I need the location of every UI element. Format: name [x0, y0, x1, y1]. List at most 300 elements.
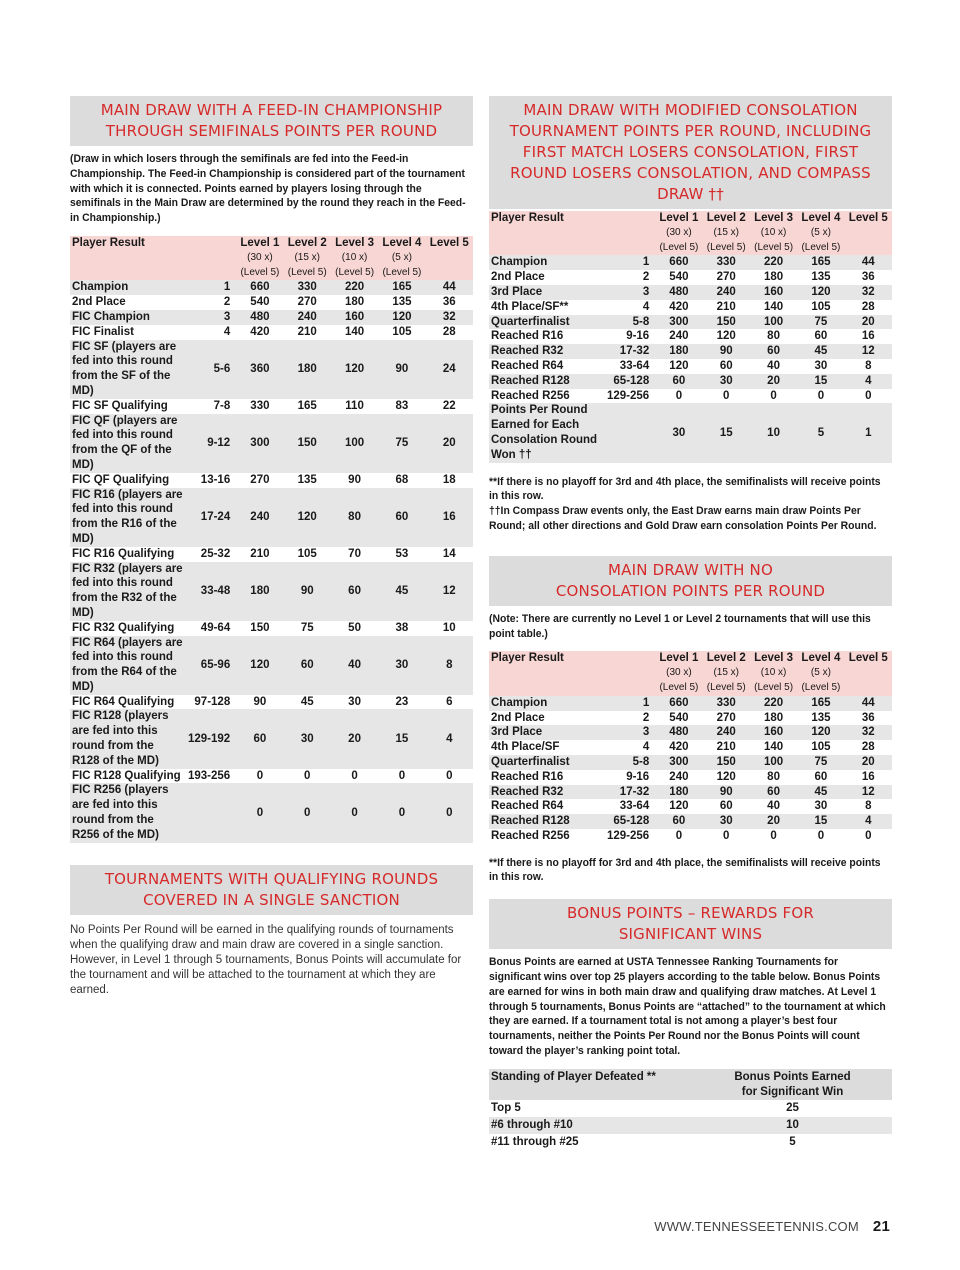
col-level-2: Level 2 (15 x) (Level 5) — [284, 236, 331, 280]
row-level-2: 0 — [284, 783, 331, 842]
table-row — [489, 389, 892, 404]
row-level-3: 20 — [750, 374, 797, 389]
row-result: Reached R64 — [491, 359, 564, 372]
row-level-3: 120 — [331, 340, 378, 399]
row-level-1: 0 — [675, 829, 683, 842]
row-level-5: 0 — [446, 769, 453, 782]
row-level-1: 480 — [236, 310, 283, 325]
row-level-4: 105 — [811, 300, 831, 313]
row-result: 2nd Place — [491, 271, 545, 284]
row-level-3: 70 — [348, 547, 361, 560]
table-row — [489, 285, 892, 300]
row-level-3: 220 — [750, 255, 797, 270]
row-level-1: 60 — [655, 374, 702, 389]
row-level-3: 100 — [750, 315, 797, 330]
row-level-1: 30 — [655, 403, 702, 462]
col-range — [186, 236, 236, 280]
row-level-1: 420 — [250, 325, 270, 338]
row-level-5: 36 — [861, 711, 875, 724]
row-level-4: 30 — [814, 800, 828, 813]
row-level-5: 32 — [845, 285, 892, 300]
modified-consolation-rows — [489, 255, 892, 462]
row-level-1: 360 — [236, 340, 283, 399]
row-range: 65-96 — [186, 636, 236, 695]
row-level-5: 36 — [861, 271, 875, 284]
row-level-2: 15 — [703, 403, 750, 462]
row-range: 129-256 — [607, 389, 650, 402]
row-level-4: 135 — [811, 271, 831, 284]
row-result: Reached R16 — [491, 330, 564, 343]
row-level-3: 160 — [331, 310, 378, 325]
table-row — [489, 315, 892, 330]
row-range: 3 — [605, 285, 655, 300]
table-row — [489, 696, 892, 711]
row-level-1: 480 — [655, 725, 702, 740]
row-range — [605, 403, 655, 462]
row-level-5: 16 — [861, 770, 875, 783]
row-level-4: 165 — [797, 255, 844, 270]
row-result: FIC R16 (players are fed into this round from the R16 of the MD) — [70, 488, 186, 547]
row-level-5: 12 — [845, 344, 892, 359]
row-range: 49-64 — [200, 621, 231, 634]
row-level-4: 53 — [395, 547, 409, 560]
table-row: Top 5 25 — [491, 1102, 799, 1115]
row-level-4: 23 — [395, 695, 409, 708]
table-row — [489, 725, 892, 740]
row-level-4: 105 — [811, 741, 831, 754]
row-level-2: 150 — [284, 414, 331, 473]
row-level-2: 120 — [716, 330, 736, 343]
row-result: FIC R128 Qualifying — [72, 769, 181, 782]
col-player-result: Player Result — [70, 236, 186, 280]
row-result: Champion — [70, 280, 186, 295]
row-range: 9-16 — [626, 330, 650, 343]
row-range: 25-32 — [200, 547, 231, 560]
col-level-1: Level 1 (30 x) (Level 5) — [236, 236, 283, 280]
row-level-3: 60 — [331, 562, 378, 621]
row-range: 129-192 — [186, 709, 236, 768]
row-result: Reached R64 — [491, 800, 564, 813]
row-result: FIC SF Qualifying — [72, 399, 168, 412]
table-row: #6 through #10 10 — [489, 1117, 892, 1134]
row-range: 33-48 — [186, 562, 236, 621]
row-result: FIC R64 Qualifying — [72, 695, 175, 708]
no-consolation-title-line2: CONSOLATION POINTS PER ROUND — [555, 581, 826, 600]
row-range: 4 — [642, 741, 650, 754]
row-range: 193-256 — [188, 769, 231, 782]
table-row — [70, 325, 473, 340]
table-row — [489, 799, 892, 814]
row-level-5: 20 — [845, 755, 892, 770]
row-level-2: 60 — [284, 636, 331, 695]
row-level-4: 38 — [395, 621, 409, 634]
row-level-3: 160 — [750, 725, 797, 740]
feedin-title-line1: MAIN DRAW WITH A FEED-IN CHAMPIONSHIP — [100, 101, 443, 119]
row-level-4: 60 — [814, 770, 828, 783]
feedin-title-line2: THROUGH SEMIFINALS POINTS PER ROUND — [105, 122, 438, 140]
modified-consolation-table — [489, 211, 892, 463]
row-level-1: 540 — [669, 711, 689, 724]
row-result: FIC Champion — [70, 310, 186, 325]
row-level-2: 0 — [723, 829, 730, 842]
row-range: 97-128 — [194, 695, 231, 708]
row-level-3: 40 — [767, 800, 780, 813]
row-result: Quarterfinalist — [489, 315, 605, 330]
row-level-3: 80 — [767, 770, 780, 783]
row-level-5: 4 — [426, 709, 473, 768]
row-range — [186, 783, 236, 842]
row-result: Reached R256 — [491, 389, 570, 402]
row-level-4: 75 — [378, 414, 425, 473]
row-level-1: 240 — [669, 770, 689, 783]
row-level-4: 120 — [378, 310, 425, 325]
row-result: Champion — [489, 696, 605, 711]
row-range: 5-8 — [605, 755, 655, 770]
table-row — [70, 547, 473, 562]
row-level-3: 90 — [348, 473, 361, 486]
row-level-5: 4 — [845, 374, 892, 389]
row-level-5: 8 — [865, 800, 872, 813]
row-level-4: 75 — [797, 755, 844, 770]
table-row — [70, 280, 473, 295]
page-number: 21 — [872, 1218, 890, 1235]
row-level-5: 16 — [426, 488, 473, 547]
row-range: 5-8 — [605, 315, 655, 330]
row-level-1: 540 — [669, 271, 689, 284]
row-level-5: 8 — [426, 636, 473, 695]
col-range — [605, 211, 655, 255]
row-level-2: 60 — [719, 359, 733, 372]
row-level-2: 330 — [284, 280, 331, 295]
table-row — [489, 300, 892, 315]
row-level-3: 40 — [331, 636, 378, 695]
row-level-3: 40 — [767, 359, 780, 372]
row-range: 3 — [605, 725, 655, 740]
row-level-1: 540 — [250, 296, 270, 309]
row-level-4: 5 — [797, 403, 844, 462]
row-level-2: 105 — [297, 547, 317, 560]
modified-footnote-2: ††In Compass Draw events only, the East Draw earns main draw Points Per Round; all other directions and Gold Draw earn consolation Points Per Round. — [489, 505, 877, 532]
row-level-5: 32 — [845, 725, 892, 740]
no-consolation-footnote: **If there is no playoff for 3rd and 4th place, the semifinalists will receive points in this row. — [489, 856, 881, 884]
row-level-2: 75 — [300, 621, 314, 634]
row-level-1: 300 — [236, 414, 283, 473]
row-level-1: 0 — [256, 769, 264, 782]
row-level-2: 30 — [703, 374, 750, 389]
row-result: FIC R64 (players are fed into this round from the R64 of the MD) — [70, 636, 186, 695]
col-level-2: Level 2 (15 x) (Level 5) — [703, 651, 750, 695]
row-range: 1 — [605, 696, 655, 711]
row-level-1: 240 — [236, 488, 283, 547]
table-row — [489, 255, 892, 270]
table-row — [489, 270, 892, 285]
row-level-4: 120 — [797, 725, 844, 740]
row-level-2: 120 — [284, 488, 331, 547]
table-row — [489, 829, 892, 844]
row-level-1: 120 — [236, 636, 283, 695]
no-consolation-title-line1: MAIN DRAW WITH NO — [608, 560, 773, 579]
bonus-header — [489, 899, 892, 949]
row-range: 4 — [642, 300, 650, 313]
table-header-row — [70, 236, 473, 280]
row-result: FIC QF (players are fed into this round from the QF of the MD) — [70, 414, 186, 473]
row-level-1: 120 — [669, 359, 689, 372]
row-level-5: 16 — [861, 330, 875, 343]
row-level-4: 15 — [378, 709, 425, 768]
row-result: 4th Place/SF** — [491, 300, 569, 313]
row-level-4: 45 — [378, 562, 425, 621]
row-level-1: 420 — [669, 741, 689, 754]
row-level-3: 20 — [750, 814, 797, 829]
row-level-5: 28 — [442, 325, 456, 338]
row-result: Reached R256 — [491, 829, 570, 842]
row-level-2: 150 — [703, 755, 750, 770]
row-level-2: 30 — [284, 709, 331, 768]
row-range: 7-8 — [213, 399, 231, 412]
table-row — [70, 636, 473, 695]
table-row — [70, 695, 473, 710]
col-level-3: Level 3 (10 x) (Level 5) — [750, 211, 797, 255]
row-level-5: 8 — [865, 359, 872, 372]
row-range: 5-6 — [186, 340, 236, 399]
table-row — [489, 374, 892, 389]
row-level-4: 60 — [814, 330, 828, 343]
row-result: Points Per Round Earned for Each Consolation Round Won †† — [489, 403, 605, 462]
col-level-4: Level 4 (5 x) (Level 5) — [797, 211, 844, 255]
col-level-4: Level 4 (5 x) (Level 5) — [378, 236, 425, 280]
row-level-1: 0 — [236, 783, 283, 842]
row-level-2: 210 — [716, 300, 736, 313]
col-range — [605, 651, 655, 695]
row-level-2: 90 — [703, 785, 750, 800]
row-level-4: 120 — [797, 285, 844, 300]
row-level-3: 80 — [767, 330, 780, 343]
row-level-2: 240 — [284, 310, 331, 325]
row-level-4: 105 — [392, 325, 412, 338]
table-row — [70, 562, 473, 621]
row-level-1: 420 — [669, 300, 689, 313]
row-level-1: 660 — [655, 696, 702, 711]
table-header-row — [489, 211, 892, 255]
row-level-3: 100 — [331, 414, 378, 473]
row-level-1: 270 — [250, 473, 270, 486]
no-consolation-note: (Note: There are currently no Level 1 or Level 2 tournaments that will use this point table.) — [489, 612, 871, 640]
row-level-5: 44 — [845, 696, 892, 711]
row-level-3: 110 — [345, 399, 364, 412]
table-row — [70, 769, 473, 784]
page-footer — [654, 1218, 890, 1235]
row-level-2: 150 — [703, 315, 750, 330]
row-level-2: 330 — [703, 696, 750, 711]
row-level-5: 10 — [442, 621, 456, 634]
col-level-5: Level 5 — [845, 651, 892, 695]
row-level-4: 45 — [797, 344, 844, 359]
col-level-4: Level 4 (5 x) (Level 5) — [797, 651, 844, 695]
qualifying-title-line2: COVERED IN A SINGLE SANCTION — [143, 890, 400, 909]
row-level-2: 90 — [703, 344, 750, 359]
row-level-3: 180 — [763, 271, 784, 284]
row-result: 4th Place/SF — [491, 741, 560, 754]
row-range: 33-64 — [619, 800, 650, 813]
row-level-5: 1 — [845, 403, 892, 462]
row-level-4: 45 — [797, 785, 844, 800]
table-row — [70, 414, 473, 473]
table-row — [489, 755, 892, 770]
row-level-4: 0 — [817, 829, 825, 842]
row-level-3: 140 — [763, 300, 784, 313]
row-level-5: 0 — [865, 829, 872, 842]
row-result: FIC R128 (players are fed into this round from the R128 of the MD) — [70, 709, 186, 768]
row-result: FIC SF (players are fed into this round from the SF of the MD) — [70, 340, 186, 399]
col-bonus-points: Bonus Points Earned for Significant Win — [693, 1069, 892, 1101]
row-level-4: 90 — [378, 340, 425, 399]
row-result: 3rd Place — [489, 725, 605, 740]
table-row — [489, 329, 892, 344]
table-row — [489, 770, 892, 785]
row-level-3: 20 — [331, 709, 378, 768]
row-range: 33-64 — [619, 359, 650, 372]
row-level-2: 270 — [297, 296, 317, 309]
row-level-1: 300 — [655, 755, 702, 770]
row-level-1: 660 — [236, 280, 283, 295]
table-row — [70, 473, 473, 488]
row-range: 2 — [223, 296, 231, 309]
table-row — [489, 740, 892, 755]
row-level-1: 90 — [253, 695, 267, 708]
row-level-5: 20 — [426, 414, 473, 473]
row-result: Reached R32 — [489, 785, 605, 800]
row-range: 65-128 — [605, 374, 655, 389]
row-result: FIC R256 (players are fed into this round from the R256 of the MD) — [70, 783, 186, 842]
modified-footnote-1: **If there is no playoff for 3rd and 4th place, the semifinalists will receive points in this row. — [489, 475, 881, 503]
row-level-5: 18 — [442, 473, 456, 486]
row-level-4: 30 — [378, 636, 425, 695]
row-level-1: 180 — [655, 785, 702, 800]
feedin-note: (Draw in which losers through the semifinals are fed into the Feed-in Championship. The Feed-in Championship is considered part of the tournament with which it is connected. Points earned by players losing through the semifinals in the Main Draw are determined by the round they reach in the Feed-in Championship.) — [70, 153, 466, 225]
col-standing: Standing of Player Defeated ** — [489, 1069, 693, 1101]
row-level-2: 90 — [284, 562, 331, 621]
row-level-4: 15 — [797, 374, 844, 389]
row-level-1: 240 — [669, 330, 689, 343]
row-level-5: 36 — [442, 296, 456, 309]
row-level-3: 180 — [344, 296, 365, 309]
col-level-3: Level 3 (10 x) (Level 5) — [750, 651, 797, 695]
row-level-3: 100 — [750, 755, 797, 770]
table-row — [70, 310, 473, 325]
row-level-2: 0 — [723, 389, 730, 402]
row-result: 2nd Place — [491, 711, 545, 724]
row-range: 3 — [186, 310, 236, 325]
row-level-4: 165 — [378, 280, 425, 295]
row-level-5: 14 — [442, 547, 456, 560]
row-range: 17-24 — [186, 488, 236, 547]
row-result: FIC R16 Qualifying — [72, 547, 175, 560]
table-row: #11 through #25 5 — [491, 1136, 796, 1149]
row-level-1: 300 — [655, 315, 702, 330]
row-level-2: 180 — [284, 340, 331, 399]
row-level-2: 210 — [297, 325, 317, 338]
qualifying-header — [70, 865, 473, 915]
row-level-2: 270 — [716, 711, 736, 724]
col-level-1: Level 1 (30 x) (Level 5) — [655, 651, 702, 695]
row-range: 9-12 — [186, 414, 236, 473]
row-level-5: 32 — [426, 310, 473, 325]
row-level-4: 0 — [398, 769, 406, 782]
row-level-5: 44 — [426, 280, 473, 295]
row-level-3: 10 — [750, 403, 797, 462]
col-level-5: Level 5 — [426, 236, 473, 280]
row-result: Reached R128 — [489, 374, 605, 389]
row-result: FIC QF Qualifying — [72, 473, 170, 486]
row-level-3: 180 — [763, 711, 784, 724]
col-level-3: Level 3 (10 x) (Level 5) — [331, 236, 378, 280]
row-range: 65-128 — [605, 814, 655, 829]
row-level-2: 165 — [297, 399, 317, 412]
row-level-3: 0 — [770, 829, 777, 842]
row-level-4: 15 — [797, 814, 844, 829]
row-level-3: 80 — [331, 488, 378, 547]
bonus-rows — [489, 1100, 892, 1150]
row-level-1: 60 — [655, 814, 702, 829]
row-level-1: 0 — [675, 389, 683, 402]
left-column — [70, 96, 473, 998]
table-row — [489, 711, 892, 726]
row-level-2: 330 — [703, 255, 750, 270]
row-result: Reached R128 — [489, 814, 605, 829]
row-level-5: 0 — [865, 389, 872, 402]
row-level-3: 0 — [351, 769, 358, 782]
row-level-2: 120 — [716, 770, 736, 783]
row-level-4: 30 — [814, 359, 828, 372]
bonus-header-row — [489, 1069, 892, 1101]
row-result: FIC R32 Qualifying — [72, 621, 175, 634]
row-level-4: 135 — [811, 711, 831, 724]
table-row — [489, 403, 892, 462]
row-range: 4 — [223, 325, 231, 338]
website-link[interactable]: WWW.TENNESSEETENNIS.COM — [654, 1219, 859, 1234]
row-level-1: 330 — [250, 399, 270, 412]
row-level-5: 44 — [845, 255, 892, 270]
row-level-5: 28 — [861, 300, 875, 313]
row-range: 129-256 — [607, 829, 650, 842]
row-result: Reached R16 — [491, 770, 564, 783]
row-level-3: 0 — [331, 783, 378, 842]
row-level-2: 240 — [703, 285, 750, 300]
no-consolation-header — [489, 556, 892, 606]
row-level-1: 660 — [655, 255, 702, 270]
row-level-2: 30 — [703, 814, 750, 829]
row-level-2: 45 — [300, 695, 314, 708]
table-row — [70, 488, 473, 547]
row-level-4: 0 — [817, 389, 825, 402]
row-level-1: 60 — [236, 709, 283, 768]
row-level-3: 220 — [331, 280, 378, 295]
row-range: 1 — [605, 255, 655, 270]
row-range: 2 — [642, 711, 650, 724]
row-level-1: 120 — [669, 800, 689, 813]
row-level-5: 28 — [861, 741, 875, 754]
row-level-3: 140 — [344, 325, 365, 338]
table-row — [489, 814, 892, 829]
row-level-5: 12 — [845, 785, 892, 800]
row-level-3: 60 — [750, 785, 797, 800]
no-consolation-rows — [489, 696, 892, 844]
row-level-3: 140 — [763, 741, 784, 754]
table-row — [70, 340, 473, 399]
table-row — [489, 785, 892, 800]
feedin-header — [70, 96, 473, 146]
bonus-title-line1: BONUS POINTS – REWARDS FOR — [566, 904, 815, 923]
